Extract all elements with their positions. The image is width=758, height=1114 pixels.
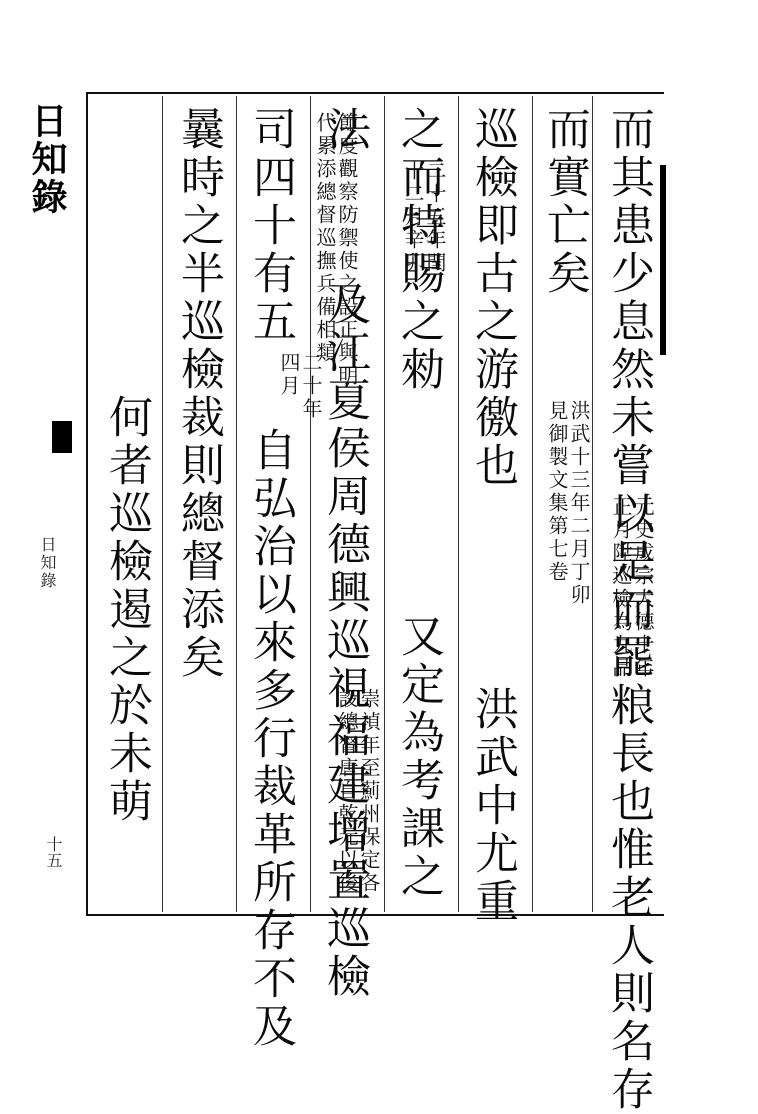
main-text: 而實亡矣 bbox=[539, 106, 590, 298]
annotation-text: 四月 bbox=[277, 352, 301, 398]
annotation-text: 元史成宗大德十年 bbox=[631, 496, 655, 680]
annotation-text: 見御製文集第七卷 bbox=[545, 400, 569, 584]
main-text: 曩時之半巡檢裁則總督添矣 bbox=[173, 106, 224, 682]
main-text: 司四十有五 bbox=[245, 106, 296, 346]
main-text: 之而特賜之勑 bbox=[393, 106, 444, 394]
annotation-text: 節度觀察防禦使之設正與明 bbox=[335, 112, 359, 388]
annotation-text: 十二月辛卯 bbox=[401, 160, 425, 275]
main-text: 法 bbox=[319, 106, 370, 154]
annotation-text: 洪武十三年二月丁卯 bbox=[567, 400, 591, 607]
margin-title: 日知錄 bbox=[26, 102, 68, 216]
annotation-text: 設總督唐自乾元以後 bbox=[335, 688, 359, 895]
main-text: 而其患少息然未嘗以是而罷粮長也惟老人則名存 bbox=[603, 106, 654, 1114]
main-text: 又定為考課之 bbox=[393, 613, 444, 901]
annotation-text: 代累添總督巡撫兵備相類 bbox=[313, 112, 337, 365]
annotation-pair bbox=[0, 112, 357, 388]
annotation-text: 二十五年閏 bbox=[423, 160, 447, 275]
main-text: 巡檢即古之游徼也 bbox=[467, 106, 518, 490]
margin-page-number: 十五 bbox=[44, 836, 63, 868]
annotation-text: 崇禎年至薊州保定各 bbox=[357, 688, 381, 895]
annotation-text: 正月陞巡檢為九品 bbox=[609, 496, 633, 680]
main-text: 何者巡檢遏之於未萌 bbox=[101, 394, 152, 826]
main-text: 洪武中尤重 bbox=[467, 686, 518, 926]
annotation-pair bbox=[17, 688, 379, 895]
main-text: 及江夏侯周德興巡視福建增置巡檢 bbox=[319, 281, 370, 1001]
frame-top-rule bbox=[86, 92, 664, 94]
main-text: 自弘治以來多行裁革所存不及 bbox=[245, 427, 296, 1051]
fishtail-mark bbox=[52, 421, 72, 453]
annotation-text: 二十年 bbox=[299, 352, 323, 421]
margin-subtitle: 日知錄 bbox=[38, 536, 57, 590]
